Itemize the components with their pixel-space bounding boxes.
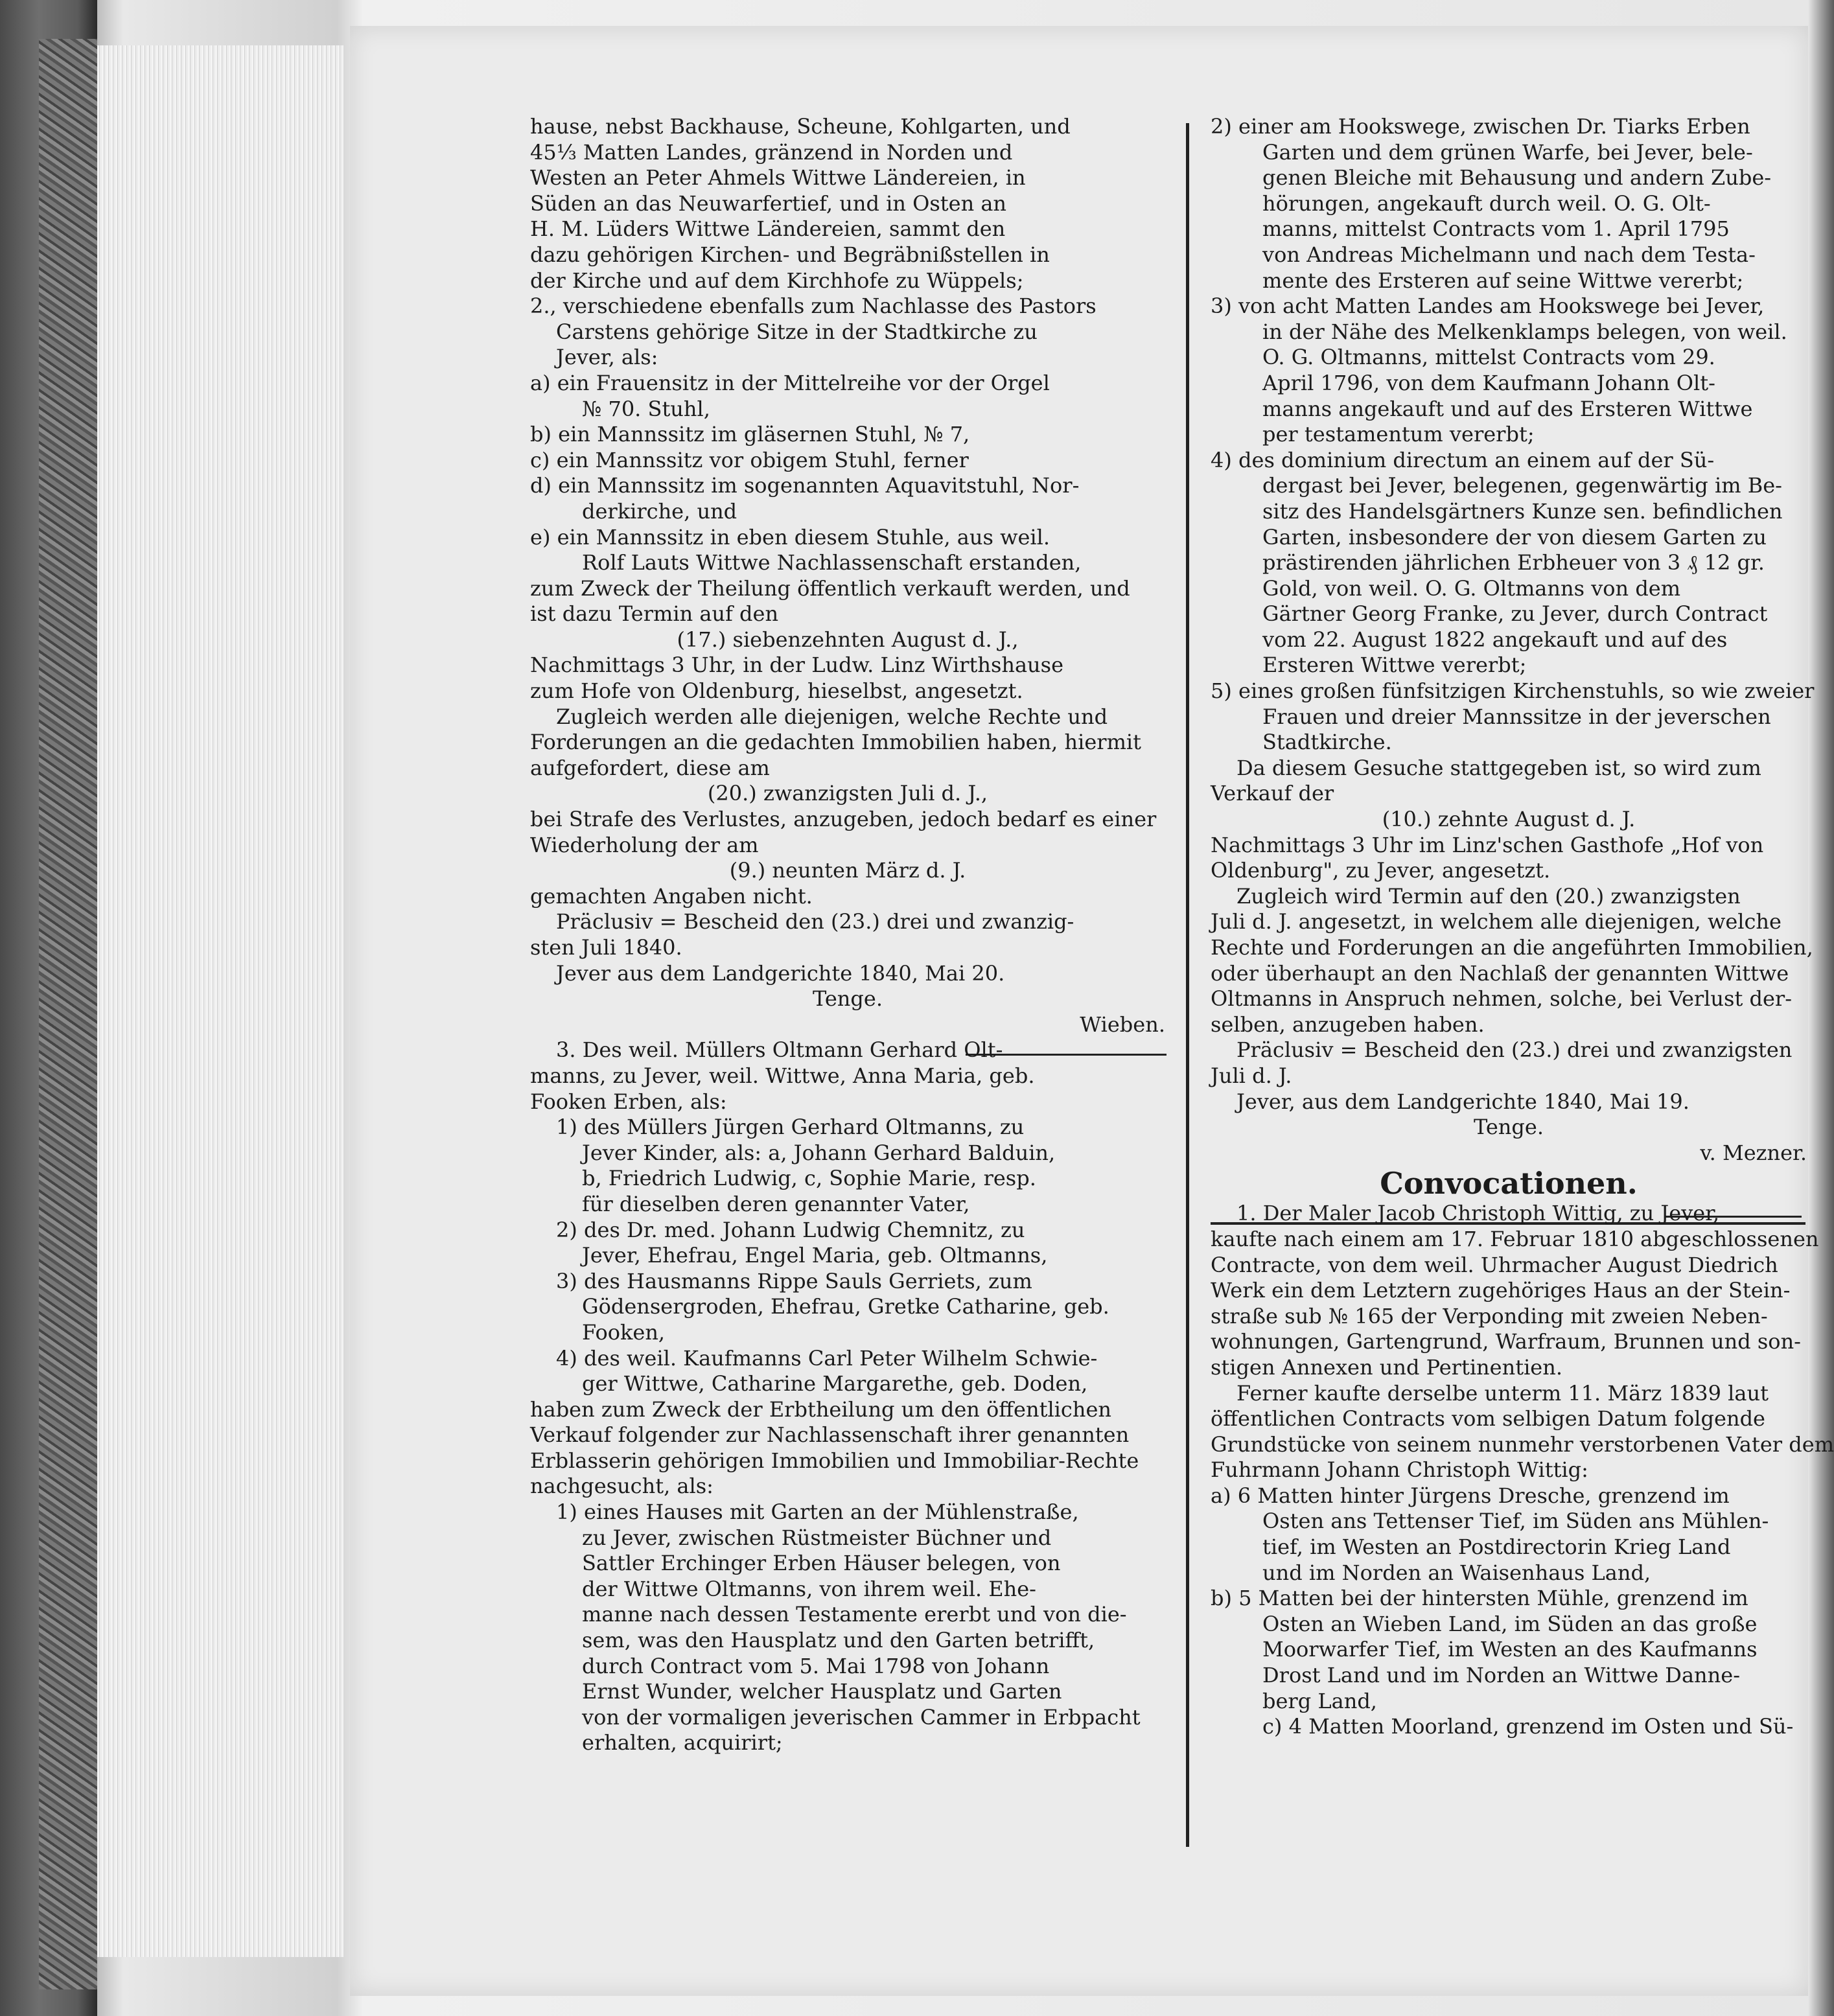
text-line: hause, nebst Backhause, Scheune, Kohlgarten, und [530,114,1071,139]
text-line: Carstens gehörige Sitze in der Stadtkirche zu [556,319,1038,344]
text-line: 1. Der Maler Jacob Christoph Wittig, zu Jever, [1236,1201,1720,1226]
text-line: haben zum Zweck der Erbtheilung um den öffentlichen [530,1396,1111,1422]
text-line: O. G. Oltmanns, mittelst Contracts vom 29. [1262,345,1715,370]
text-line: 45⅓ Matten Landes, gränzend in Norden und [530,139,1013,165]
text-line: Ersteren Wittwe vererbt; [1262,653,1527,678]
text-line: b) 5 Matten bei der hintersten Mühle, grenzend im [1211,1586,1748,1611]
text-line: Contracte, von dem weil. Uhrmacher August Diedrich [1211,1252,1778,1277]
left-column [530,114,1165,1756]
text-line: 4) des weil. Kaufmanns Carl Peter Wilhelm Schwie- [556,1345,1098,1371]
text-line: genen Bleiche mit Behausung und andern Zube- [1262,165,1772,191]
text-line: Osten an Wieben Land, im Süden an das große [1262,1611,1758,1636]
text-line: Forderungen an die gedachten Immobilien haben, hiermit [530,730,1142,755]
text-line: 5) eines großen fünfsitzigen Kirchenstuhls, so wie zweier [1211,678,1815,704]
text-line: manns angekauft und auf des Ersteren Wittwe [1262,396,1753,421]
text-line: Süden an das Neuwarfertief, und in Osten an [530,191,1007,216]
text-line: Zugleich wird Termin auf den (20.) zwanzigsten [1236,883,1741,909]
text-line: sem, was den Hausplatz und den Garten betrifft, [582,1628,1095,1653]
text-line: in der Nähe des Melkenklamps belegen, von weil. [1262,319,1787,344]
text-line: tief, im Westen an Postdirectorin Krieg Land [1262,1535,1731,1560]
text-line: Juli d. J. angesetzt, in welchem alle diejenigen, welche [1211,909,1782,934]
text-line: ist dazu Termin auf den [530,601,779,627]
text-line: Grundstücke von seinem nunmehr verstorbenen Vater dem [1211,1431,1834,1457]
text-line: Fooken, [582,1319,666,1345]
text-line: prästirenden jährlichen Erbheuer von 3 ₰ 12 gr. [1262,550,1765,575]
text-line: nachgesucht, als: [530,1474,714,1499]
text-line: selben, anzugeben haben. [1211,1012,1485,1037]
text-line: 3. Des weil. Müllers Oltmann Gerhard Olt- [556,1037,1003,1063]
text-line: H. M. Lüders Wittwe Ländereien, sammt den [530,216,1006,242]
signature-tenge: Tenge. [1474,1115,1544,1140]
text-line: Jever, als: [556,345,658,370]
text-line: derkirche, und [582,498,737,524]
text-line: (20.) zwanzigsten Juli d. J., [707,781,988,806]
text-line: der Wittwe Oltmanns, von ihrem weil. Ehe- [582,1576,1036,1601]
text-line: zum Zweck der Theilung öffentlich verkauft werden, und [530,575,1130,601]
text-line: Jever, aus dem Landgerichte 1840, Mai 19. [1236,1089,1689,1114]
text-line: bei Strafe des Verlustes, anzugeben, jedoch bedarf es einer [530,807,1157,832]
text-line: für dieselben deren genannter Vater, [582,1191,970,1216]
text-line: mente des Ersteren auf seine Wittwe vererbt; [1262,268,1744,293]
text-line: manne nach dessen Testamente ererbt und von die- [582,1602,1127,1627]
text-line: gemachten Angaben nicht. [530,883,813,909]
text-line: Ernst Wunder, welcher Hausplatz und Garten [582,1679,1062,1704]
text-line: Nachmittags 3 Uhr im Linz'schen Gasthofe „Hof von [1211,832,1764,857]
text-line: Verkauf der [1211,781,1334,806]
text-line: Garten, insbesondere der von diesem Garten zu [1262,524,1767,550]
text-line: Präclusiv = Bescheid den (23.) drei und zwanzig- [556,909,1074,934]
text-line: Ferner kaufte derselbe unterm 11. März 1839 laut [1236,1380,1769,1406]
text-line: a) 6 Matten hinter Jürgens Dresche, grenzend im [1211,1483,1730,1508]
book-cover-edge [39,39,97,1989]
text-line: stigen Annexen und Pertinentien. [1211,1354,1563,1380]
text-line: Westen an Peter Ahmels Wittwe Ländereien, in [530,165,1026,191]
text-line: 2) des Dr. med. Johann Ludwig Chemnitz, zu [556,1217,1025,1242]
text-line: 2) einer am Hookswege, zwischen Dr. Tiarks Erben [1211,114,1750,139]
text-line: dergast bei Jever, belegenen, gegenwärtig im Be- [1262,473,1782,498]
text-line: 2., verschiedene ebenfalls zum Nachlasse des Pastors [530,294,1097,319]
text-line: von der vormaligen jeverischen Cammer in Erbpacht [582,1704,1141,1730]
text-line: Fooken Erben, als: [530,1089,727,1114]
text-line: e) ein Mannssitz in eben diesem Stuhle, aus weil. [530,524,1050,550]
text-line [1211,1740,1807,1766]
text-line: Stadtkirche. [1262,730,1392,755]
text-line: b, Friedrich Ludwig, c, Sophie Marie, resp. [582,1166,1036,1191]
text-line: April 1796, von dem Kaufmann Johann Olt- [1262,370,1715,395]
text-line: erhalten, acquirirt; [582,1730,783,1755]
text-line: Werk ein dem Letztern zugehöriges Haus an der Stein- [1211,1278,1791,1303]
text-line: von Andreas Michelmann und nach dem Testa- [1262,242,1756,267]
text-line: Verkauf folgender zur Nachlassenschaft ihrer genannten [530,1422,1130,1448]
text-line: 3) des Hausmanns Rippe Sauls Gerriets, zum [556,1268,1032,1293]
text-line: Nachmittags 3 Uhr, in der Ludw. Linz Wirthshause [530,653,1064,678]
text-line: Jever, Ehefrau, Engel Maria, geb. Oltmanns, [582,1243,1048,1268]
text-line: Osten ans Tettenser Tief, im Süden ans Mühlen- [1262,1509,1769,1534]
text-line: öffentlichen Contracts vom selbigen Datum folgende [1211,1406,1765,1431]
text-line: manns, zu Jever, weil. Wittwe, Anna Maria, geb. [530,1063,1035,1088]
text-line: Garten und dem grünen Warfe, bei Jever, bele- [1262,139,1753,165]
text-line: Gärtner Georg Franke, zu Jever, durch Contract [1262,601,1768,627]
text-line: Drost Land und im Norden an Wittwe Danne- [1262,1663,1740,1688]
text-line: Rolf Lauts Wittwe Nachlassenschaft erstanden, [582,550,1082,575]
text-line: per testamentum vererbt; [1262,422,1535,447]
signature-wieben: Wieben. [1080,1012,1165,1037]
text-line: ger Wittwe, Catharine Margarethe, geb. Doden, [582,1371,1088,1396]
text-line: sten Juli 1840. [530,935,682,960]
text-line: c) ein Mannssitz vor obigem Stuhl, ferner [530,447,969,472]
text-line: manns, mittelst Contracts vom 1. April 1795 [1262,216,1730,242]
text-line: der Kirche und auf dem Kirchhofe zu Wüppels; [530,268,1024,293]
section-heading: Convocationen. [1380,1166,1638,1201]
text-line: 1) eines Hauses mit Garten an der Mühlenstraße, [556,1500,1079,1525]
text-line: wohnungen, Gartengrund, Warfraum, Brunnen und son- [1211,1329,1801,1354]
text-line: sitz des Handelsgärtners Kunze sen. befindlichen [1262,498,1783,524]
text-line: Wiederholung der am [530,832,759,857]
page-edges [97,45,343,1957]
text-line: Oldenburg", zu Jever, angesetzt. [1211,858,1551,883]
text-line: Jever Kinder, als: a, Johann Gerhard Balduin, [582,1140,1056,1165]
text-line: Oltmanns in Anspruch nehmen, solche, bei Verlust der- [1211,986,1792,1012]
text-line: Gödensergroden, Ehefrau, Gretke Catharine, geb. [582,1294,1109,1319]
text-line: oder überhaupt an den Nachlaß der genannten Wittwe [1211,960,1789,986]
text-line: durch Contract vom 5. Mai 1798 von Johann [582,1653,1050,1678]
text-line: Gold, von weil. O. G. Oltmanns von dem [1262,575,1681,601]
text-line: Rechte und Forderungen an die angeführten Immobilien, [1211,935,1813,960]
text-line: 1) des Müllers Jürgen Gerhard Oltmanns, zu [556,1115,1025,1140]
text-line: a) ein Frauensitz in der Mittelreihe vor der Orgel [530,370,1050,395]
text-line: Jever aus dem Landgerichte 1840, Mai 20. [556,960,1005,986]
text-line: (17.) siebenzehnten August d. J., [677,627,1019,652]
text-line: straße sub № 165 der Verponding mit zweien Neben- [1211,1303,1768,1328]
text-line: Juli d. J. [1211,1063,1292,1088]
text-line: hörungen, angekauft durch weil. O. G. Olt- [1262,191,1711,216]
text-line: Moorwarfer Tief, im Westen an des Kaufmanns [1262,1637,1758,1662]
text-line: 3) von acht Matten Landes am Hookswege bei Jever, [1211,294,1765,319]
text-line: 4) des dominium directum an einem auf der Sü- [1211,447,1715,472]
text-line: Präclusiv = Bescheid den (23.) drei und zwanzigsten [1236,1037,1793,1063]
text-line: und im Norden an Waisenhaus Land, [1262,1560,1651,1585]
text-line: Erblasserin gehörigen Immobilien und Immobiliar-Rechte [530,1448,1139,1473]
text-line: № 70. Stuhl, [582,396,710,421]
text-line: Zugleich werden alle diejenigen, welche Rechte und [556,704,1108,729]
signature-mezner: v. Mezner. [1700,1140,1807,1165]
right-column [1211,114,1834,1765]
column-divider [1186,123,1189,1847]
text-line: vom 22. August 1822 angekauft und auf des [1262,627,1728,652]
text-line: Frauen und dreier Mannssitze in der jeverschen [1262,704,1771,729]
text-line: kaufte nach einem am 17. Februar 1810 abgeschlossenen [1211,1226,1819,1251]
text-line: d) ein Mannssitz im sogenannten Aquavitstuhl, Nor- [530,473,1080,498]
text-line: zum Hofe von Oldenburg, hieselbst, angesetzt. [530,678,1023,704]
text-line: Da diesem Gesuche stattgegeben ist, so wird zum [1236,755,1761,780]
text-line: dazu gehörigen Kirchen- und Begräbnißstellen in [530,242,1050,267]
text-line: (9.) neunten März d. J. [729,858,966,883]
text-line: Fuhrmann Johann Christoph Wittig: [1211,1457,1588,1483]
text-line: (10.) zehnte August d. J. [1382,807,1636,832]
text-line: berg Land, [1262,1688,1377,1713]
text-line: c) 4 Matten Moorland, grenzend im Osten und Sü- [1262,1714,1794,1739]
text-line: b) ein Mannssitz im gläsernen Stuhl, № 7, [530,422,970,447]
text-line: Sattler Erchinger Erben Häuser belegen, von [582,1551,1061,1576]
signature-tenge: Tenge. [813,986,883,1012]
text-line: aufgefordert, diese am [530,755,770,780]
text-line: zu Jever, zwischen Rüstmeister Büchner und [582,1525,1052,1550]
